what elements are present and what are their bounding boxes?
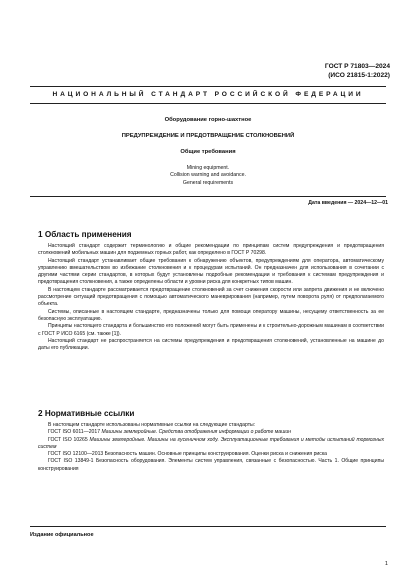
section-heading-scope: 1 Область применения [38,230,132,239]
banner-rule [30,103,386,104]
paragraph: Настоящий стандарт устанавливает общие требования к обнаружению объектов, предупреждениям для оператора, автоматическому управлению вмешательством во избежание столкновения и к процедурам испытаний. Он предназначен для использования в сочетании с другими частями серии стандартов, в которых будут установлены подробные рекомендации и требования к системам предупреждения и предотвращения столкновения, а также определены области и уровни риска для конкретных типов машин. [38,257,384,286]
iso-equivalent: (ИСО 21815-1:2022) [328,72,390,79]
paragraph: Принципы настоящего стандарта и большинство его положений могут быть применены и к строительно-дорожным машинам в соответствии с ГОСТ Р ИСО 6165 (см. также [1]). [38,323,384,337]
reference-title: Безопасность оборудования. Элементы систем управления, связанные с безопасностью. Часть 1. Общие принципы конструирования [38,458,384,472]
standard-number: ГОСТ Р 71803—2024 [324,63,390,70]
english-title-line: Collision warning and avoidance. [170,172,246,179]
section-references-body [38,422,384,473]
top-rule [30,86,386,87]
document-subtitle: Общие требования [180,149,236,155]
reference-code: ГОСТ ISO 13849-1 [48,458,94,465]
reference-title: Машины землеройные. Средства отображения информации о работе машин [101,429,291,436]
effective-date: Дата введения — 2024—12—01 [308,200,388,206]
equipment-title: Оборудование горно-шахтное [164,117,252,123]
english-title-line: General requirements [182,179,234,186]
footer-rule [30,526,386,527]
national-standard-banner: НАЦИОНАЛЬНЫЙ СТАНДАРТ РОССИЙСКОЙ ФЕДЕРАЦИИ [52,91,364,98]
reference-item [38,451,384,458]
english-title-line: Mining equipment. [186,165,230,171]
reference-item [38,429,384,436]
paragraph: В настоящем стандарте рассматривается предотвращение столкновений за счет снижения скорости или запрета движения и не включено рассмотрение ситуаций предотвращения с помощью автоматического маневрирования (например, путем поворота руля) от предполагаемого объекта. [38,286,384,308]
document-title: ПРЕДУПРЕЖДЕНИЕ И ПРЕДОТВРАЩЕНИЕ СТОЛКНОВЕНИЙ [121,133,295,139]
reference-item [38,437,384,452]
reference-title: Безопасность машин. Основные принципы конструирования. Оценки риска и снижения риска [104,451,328,458]
reference-item [38,458,384,473]
title-rule [30,196,386,197]
official-edition: Издание официальное [30,532,94,538]
reference-code: ГОСТ ISO 6011—2017 [48,429,101,436]
english-title [30,165,386,187]
reference-title: Машины землеройные. Машины на гусеничном ходу. Эксплуатационные требования и методы испытаний тормозных систем [38,436,384,450]
standard-code [325,62,390,80]
paragraph: В настоящем стандарте использованы нормативные ссылки на следующие стандарты: [48,422,256,428]
paragraph: Настоящий стандарт не распространяется на системы предупреждения и предотвращения столкновений, установленные на машине до даты его публикации. [38,337,384,352]
section-scope-body [38,243,384,352]
reference-code: ГОСТ ISO 10265 [48,436,88,443]
paragraph: Системы, описанные в настоящем стандарте, предназначены только для помощи оператору машины, несущему ответственность за ее безопасную эксплуатацию. [38,308,384,322]
section-heading-normative-references: 2 Нормативные ссылки [38,409,135,418]
paragraph: Настоящий стандарт содержит терминологию и общие рекомендации по принципам систем предупреждения и предотвращения столкновений мобильных машин для подземных горных работ, как определено в ГОСТ Р 70298. [38,243,384,257]
page-number: 1 [384,561,388,567]
reference-code: ГОСТ ISO 12100—2013 [48,451,104,458]
